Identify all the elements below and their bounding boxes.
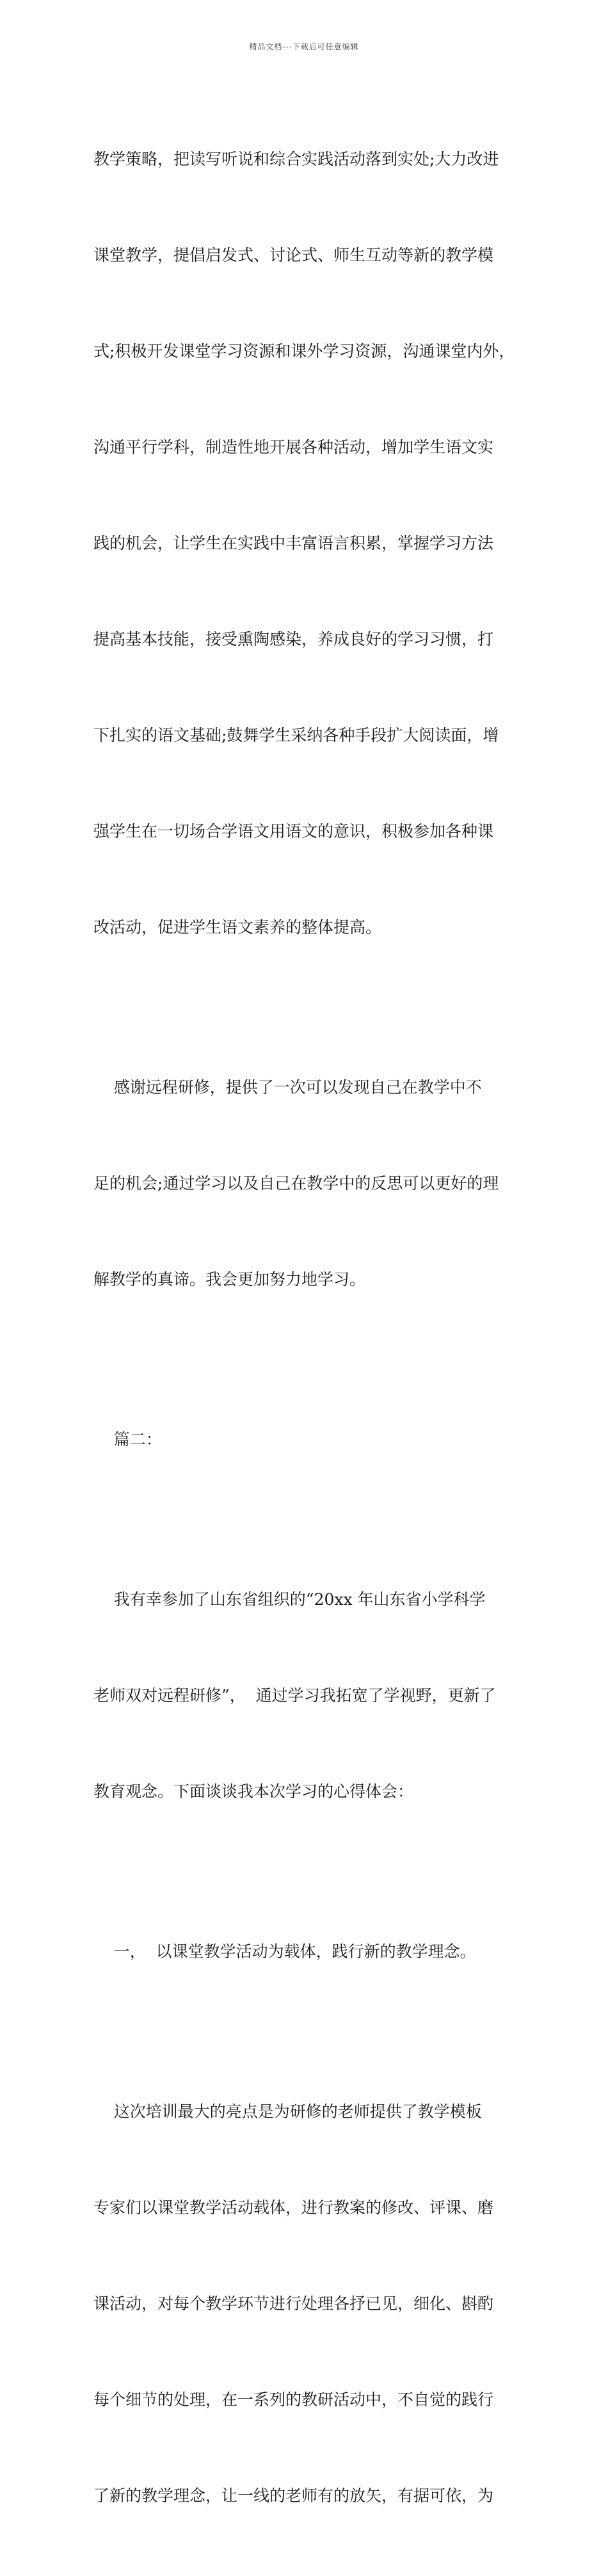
text-line: 每个细节的处理，在一系列的教研活动中，不自觉的践行 — [93, 2390, 494, 2409]
text-line: 改活动，促进学生语文素养的整体提高。 — [93, 918, 382, 937]
paragraph — [93, 1008, 529, 1360]
text-line: 篇二： — [93, 1430, 162, 1449]
paragraph — [93, 1520, 529, 1872]
text-line: 式;积极开发课堂学习资源和课外学习资源，沟通课堂内外， — [93, 342, 515, 360]
text-line: 感谢远程研修，提供了一次可以发现自己在教学中不 — [93, 1078, 482, 1097]
text-line: 老师双对远程研修”， 通过学习我拓宽了学视野，更新了 — [93, 1686, 496, 1705]
text-line: 下扎实的语文基础;鼓舞学生采纳各种手段扩大阅读面，增 — [93, 726, 499, 745]
text-line: 我有幸参加了山东省组织的“20xx 年山东省小学科学 — [93, 1590, 486, 1609]
text-line: 提高基本技能，接受熏陶感染，养成良好的学习习惯，打 — [93, 630, 494, 648]
text-line: 解教学的真谛。我会更加努力地学习。 — [93, 1270, 366, 1289]
text-line: 课活动，对每个教学环节进行处理各抒已见，细化、斟酌 — [93, 2294, 494, 2313]
text-line: 践的机会，让学生在实践中丰富语言积累，掌握学习方法 — [93, 534, 494, 552]
paragraph — [93, 79, 529, 1008]
text-line: 了新的教学理念，让一线的老师有的放矢，有据可依，为 — [93, 2486, 494, 2505]
page-header: 精品文档---下载后可任意编辑 — [249, 42, 359, 51]
text-line: 强学生在一切场合学语文用语文的意识，积极参加各种课 — [93, 822, 494, 841]
text-line: 教学策略，把读写听说和综合实践活动落到实处;大力改进 — [93, 150, 499, 168]
document-body — [93, 79, 529, 2576]
paragraph — [93, 2032, 529, 2576]
text-line: 这次培训最大的亮点是为研修的老师提供了教学模板 — [93, 2102, 482, 2121]
text-line: 一， 以课堂教学活动为载体，践行新的教学理念。 — [93, 1942, 476, 1961]
text-line: 教育观念。下面谈谈我本次学习的心得体会： — [93, 1782, 414, 1801]
text-line: 课堂教学，提倡启发式、讨论式、师生互动等新的教学模 — [93, 246, 494, 264]
text-line: 足的机会;通过学习以及自己在教学中的反思可以更好的理 — [93, 1174, 499, 1193]
text-line: 专家们以课堂教学活动载体，进行教案的修改、评课、磨 — [93, 2198, 494, 2217]
paragraph — [93, 1872, 529, 2032]
section-heading — [93, 1360, 529, 1520]
text-line: 沟通平行学科，制造性地开展各种活动，增加学生语文实 — [93, 438, 494, 456]
